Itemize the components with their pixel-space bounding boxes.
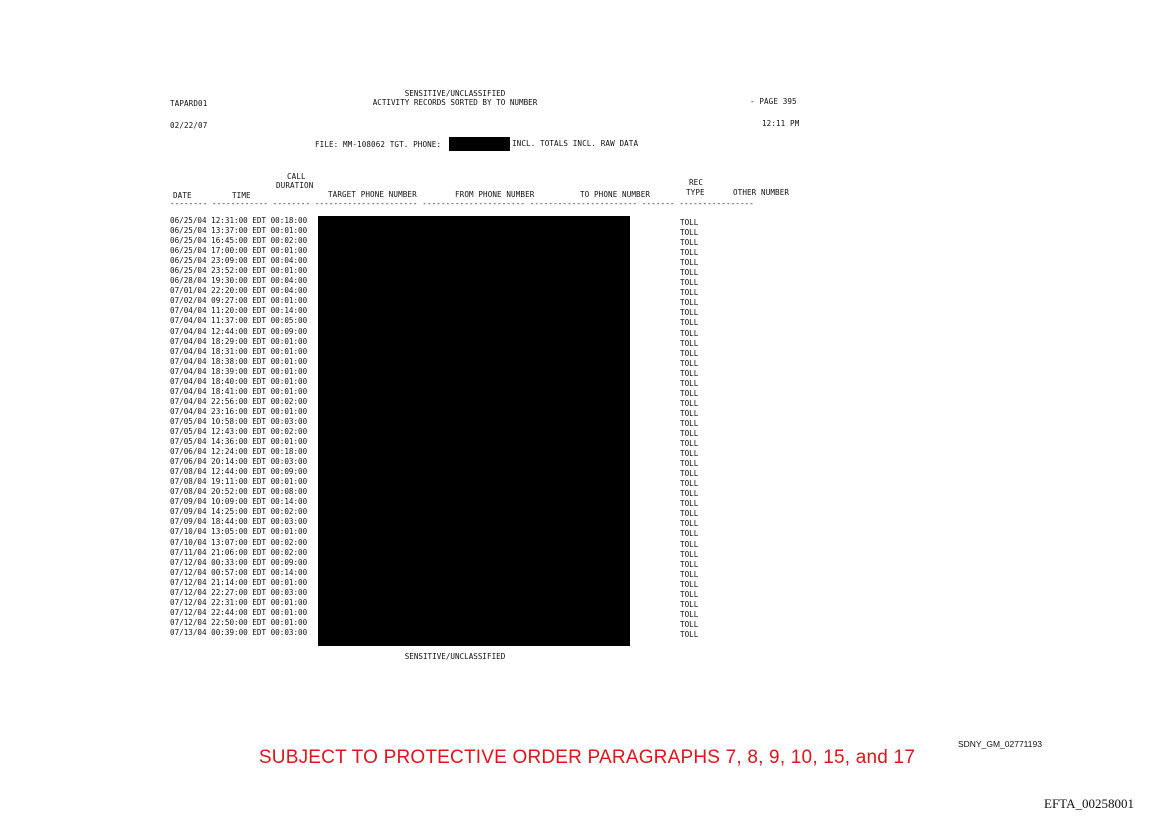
record-time: 22:27:00 EDT	[211, 587, 267, 597]
record-row	[170, 477, 307, 487]
record-date: 07/05/04	[170, 416, 207, 426]
record-row	[170, 628, 307, 638]
record-time: 17:00:00 EDT	[211, 246, 267, 256]
record-duration: 00:04:00	[270, 256, 308, 266]
record-rec-type: TOLL	[680, 519, 699, 529]
record-rec-type: TOLL	[680, 539, 699, 549]
classification-bottom: SENSITIVE/UNCLASSIFIED	[404, 652, 506, 661]
record-duration: 00:03:00	[270, 587, 308, 597]
record-date: 06/25/04	[170, 216, 207, 225]
record-rec-type: TOLL	[680, 619, 699, 629]
record-date: 07/09/04	[170, 497, 207, 507]
record-rec-type: TOLL	[680, 418, 699, 428]
record-time: 23:16:00 EDT	[211, 406, 267, 416]
record-date: 06/25/04	[170, 266, 207, 276]
col-duration: DURATION	[276, 181, 314, 190]
rec-type-list	[680, 218, 698, 640]
record-date: 07/08/04	[170, 467, 207, 477]
record-duration: 00:01:00	[270, 346, 308, 356]
record-row	[170, 256, 307, 266]
record-date: 07/10/04	[170, 537, 207, 547]
record-row	[170, 437, 307, 447]
report-title: ACTIVITY RECORDS SORTED BY TO NUMBER	[372, 98, 538, 107]
report-id: TAPARD01	[170, 99, 208, 108]
record-row	[170, 588, 307, 598]
record-duration: 00:09:00	[270, 467, 308, 477]
record-date: 07/04/04	[170, 396, 207, 406]
report-time: 12:11 PM	[762, 119, 800, 128]
record-rec-type: TOLL	[680, 358, 699, 368]
record-date: 07/08/04	[170, 477, 207, 487]
record-rec-type: TOLL	[680, 298, 699, 308]
record-date: 07/11/04	[170, 547, 207, 557]
col-time: TIME	[232, 191, 251, 200]
record-time: 09:27:00 EDT	[211, 296, 267, 306]
record-date: 07/12/04	[170, 607, 207, 617]
record-date: 07/12/04	[170, 597, 207, 607]
record-time: 12:43:00 EDT	[211, 426, 267, 436]
record-date: 07/09/04	[170, 507, 207, 517]
col-call: CALL	[287, 172, 306, 181]
record-row	[170, 578, 307, 588]
record-duration: 00:02:00	[270, 396, 308, 406]
record-row	[170, 608, 307, 618]
record-duration: 00:03:00	[270, 627, 308, 637]
record-rec-type: TOLL	[680, 459, 699, 469]
record-row	[170, 538, 307, 548]
record-duration: 00:01:00	[270, 376, 308, 386]
record-duration: 00:05:00	[270, 316, 308, 326]
record-date: 07/09/04	[170, 517, 207, 527]
record-duration: 00:02:00	[270, 426, 308, 436]
record-duration: 00:14:00	[270, 497, 308, 507]
record-duration: 00:03:00	[270, 517, 308, 527]
record-date: 07/05/04	[170, 437, 207, 447]
record-rec-type: TOLL	[680, 559, 699, 569]
record-rec-type: TOLL	[680, 338, 699, 348]
record-date: 06/25/04	[170, 226, 207, 236]
records-list	[170, 216, 307, 638]
record-duration: 00:01:00	[270, 386, 308, 396]
record-row	[170, 276, 307, 286]
record-time: 18:41:00 EDT	[211, 386, 267, 396]
record-time: 18:44:00 EDT	[211, 517, 267, 527]
record-rec-type: TOLL	[680, 509, 699, 519]
record-row	[170, 407, 307, 417]
record-time: 18:39:00 EDT	[211, 366, 267, 376]
record-row	[170, 467, 307, 477]
record-rec-type: TOLL	[680, 599, 699, 609]
record-date: 07/04/04	[170, 316, 207, 326]
record-time: 12:44:00 EDT	[211, 467, 267, 477]
record-rec-type: TOLL	[680, 469, 699, 479]
record-rec-type: TOLL	[680, 489, 699, 499]
record-date: 07/06/04	[170, 457, 207, 467]
record-rec-type: TOLL	[680, 368, 699, 378]
record-row	[170, 357, 307, 367]
record-rec-type: TOLL	[680, 549, 699, 559]
record-row	[170, 286, 307, 296]
classification-top: SENSITIVE/UNCLASSIFIED	[404, 89, 506, 98]
record-time: 18:38:00 EDT	[211, 356, 267, 366]
record-duration: 00:01:00	[270, 366, 308, 376]
record-date: 06/25/04	[170, 256, 207, 266]
record-time: 11:37:00 EDT	[211, 316, 267, 326]
record-duration: 00:03:00	[270, 416, 308, 426]
record-duration: 00:14:00	[270, 567, 308, 577]
record-row	[170, 598, 307, 608]
record-time: 18:31:00 EDT	[211, 346, 267, 356]
record-duration: 00:01:00	[270, 577, 308, 587]
record-rec-type: TOLL	[680, 439, 699, 449]
record-date: 07/04/04	[170, 326, 207, 336]
record-rec-type: TOLL	[680, 609, 699, 619]
col-rec: REC	[689, 178, 704, 187]
record-duration: 00:01:00	[270, 266, 308, 276]
record-duration: 00:18:00	[270, 447, 308, 457]
record-time: 12:24:00 EDT	[211, 447, 267, 457]
header-dashes: -------- ------------ -------- ---------------------- ---------------------- ----------------------- ------- ----------------	[170, 199, 754, 208]
record-time: 21:14:00 EDT	[211, 577, 267, 587]
record-row	[170, 558, 307, 568]
record-time: 22:20:00 EDT	[211, 286, 267, 296]
record-date: 07/01/04	[170, 286, 207, 296]
record-row	[170, 618, 307, 628]
record-row	[170, 397, 307, 407]
record-date: 07/04/04	[170, 306, 207, 316]
col-from-phone: FROM PHONE NUMBER	[455, 190, 535, 199]
record-row	[170, 427, 307, 437]
record-rec-type: TOLL	[680, 529, 699, 539]
record-rec-type: TOLL	[680, 629, 699, 639]
record-rec-type: TOLL	[680, 248, 699, 258]
record-row	[170, 447, 307, 457]
record-time: 22:44:00 EDT	[211, 607, 267, 617]
record-duration: 00:01:00	[270, 607, 308, 617]
record-rec-type: TOLL	[680, 238, 699, 248]
record-date: 06/28/04	[170, 276, 207, 286]
record-time: 11:20:00 EDT	[211, 306, 267, 316]
record-time: 22:56:00 EDT	[211, 396, 267, 406]
record-date: 07/12/04	[170, 617, 207, 627]
record-date: 06/25/04	[170, 236, 207, 246]
record-row	[170, 236, 307, 246]
record-rec-type: TOLL	[680, 569, 699, 579]
record-row	[170, 337, 307, 347]
record-row	[170, 507, 307, 517]
record-rec-type: TOLL	[680, 388, 699, 398]
record-row	[170, 226, 307, 236]
record-date: 07/04/04	[170, 366, 207, 376]
record-row	[170, 387, 307, 397]
record-duration: 00:01:00	[270, 226, 308, 236]
record-date: 07/12/04	[170, 557, 207, 567]
record-duration: 00:14:00	[270, 306, 308, 316]
record-rec-type: TOLL	[680, 479, 699, 489]
record-time: 23:52:00 EDT	[211, 266, 267, 276]
record-row	[170, 497, 307, 507]
record-rec-type: TOLL	[680, 428, 699, 438]
record-time: 23:09:00 EDT	[211, 256, 267, 266]
record-rec-type: TOLL	[680, 308, 699, 318]
record-date: 07/12/04	[170, 577, 207, 587]
record-time: 10:58:00 EDT	[211, 416, 267, 426]
record-row	[170, 327, 307, 337]
record-duration: 00:01:00	[270, 617, 308, 627]
record-date: 07/04/04	[170, 336, 207, 346]
record-rec-type: TOLL	[680, 499, 699, 509]
record-row	[170, 568, 307, 578]
record-date: 07/05/04	[170, 426, 207, 436]
record-duration: 00:01:00	[270, 336, 308, 346]
record-rec-type: TOLL	[680, 258, 699, 268]
record-duration: 00:04:00	[270, 276, 308, 286]
record-rec-type: TOLL	[680, 318, 699, 328]
record-time: 20:52:00 EDT	[211, 487, 267, 497]
record-date: 07/04/04	[170, 346, 207, 356]
record-row	[170, 347, 307, 357]
record-date: 07/08/04	[170, 487, 207, 497]
record-duration: 00:01:00	[270, 477, 308, 487]
record-rec-type: TOLL	[680, 579, 699, 589]
redaction-target-phone	[449, 137, 510, 151]
record-time: 13:05:00 EDT	[211, 527, 267, 537]
record-duration: 00:01:00	[270, 296, 308, 306]
record-time: 13:07:00 EDT	[211, 537, 267, 547]
report-date: 02/22/07	[170, 121, 208, 130]
record-duration: 00:01:00	[270, 527, 308, 537]
record-time: 10:09:00 EDT	[211, 497, 267, 507]
redaction-phone-columns	[318, 216, 630, 646]
record-rec-type: TOLL	[680, 348, 699, 358]
record-duration: 00:01:00	[270, 356, 308, 366]
record-duration: 00:09:00	[270, 326, 308, 336]
record-duration: 00:02:00	[270, 547, 308, 557]
record-date: 07/04/04	[170, 386, 207, 396]
record-duration: 00:01:00	[270, 406, 308, 416]
record-row	[170, 377, 307, 387]
file-label: FILE: MM-108062 TGT. PHONE:	[315, 140, 442, 149]
record-duration: 00:02:00	[270, 236, 308, 246]
bates-sdny: SDNY_GM_02771193	[958, 739, 1042, 749]
record-time: 19:30:00 EDT	[211, 276, 267, 286]
record-time: 18:40:00 EDT	[211, 376, 267, 386]
record-time: 18:29:00 EDT	[211, 336, 267, 346]
record-date: 07/06/04	[170, 447, 207, 457]
record-time: 12:44:00 EDT	[211, 326, 267, 336]
record-duration: 00:04:00	[270, 286, 308, 296]
col-type: TYPE	[686, 188, 705, 197]
protective-order-notice: SUBJECT TO PROTECTIVE ORDER PARAGRAPHS 7, 8, 9, 10, 15, and 17	[258, 747, 916, 768]
record-rec-type: TOLL	[680, 408, 699, 418]
record-row	[170, 417, 307, 427]
record-date: 07/12/04	[170, 567, 207, 577]
record-time: 14:25:00 EDT	[211, 507, 267, 517]
record-rec-type: TOLL	[680, 449, 699, 459]
bates-efta: EFTA_00258001	[1044, 796, 1134, 811]
record-time: 21:06:00 EDT	[211, 547, 267, 557]
record-time: 19:11:00 EDT	[211, 477, 267, 487]
record-duration: 00:09:00	[270, 557, 308, 567]
record-time: 00:57:00 EDT	[211, 567, 267, 577]
record-time: 22:31:00 EDT	[211, 597, 267, 607]
record-date: 07/04/04	[170, 406, 207, 416]
col-date: DATE	[173, 191, 192, 200]
col-target-phone: TARGET PHONE NUMBER	[328, 190, 417, 199]
record-date: 07/10/04	[170, 527, 207, 537]
record-row	[170, 296, 307, 306]
page-number: - PAGE 395	[750, 97, 797, 106]
record-date: 07/04/04	[170, 356, 207, 366]
record-time: 12:31:00 EDT	[211, 216, 267, 225]
record-rec-type: TOLL	[680, 328, 699, 338]
file-suffix: INCL. TOTALS INCL. RAW DATA	[512, 139, 639, 148]
record-time: 00:39:00 EDT	[211, 627, 267, 637]
record-row	[170, 527, 307, 537]
record-rec-type: TOLL	[680, 228, 699, 238]
record-time: 16:45:00 EDT	[211, 236, 267, 246]
record-row	[170, 306, 307, 316]
record-row	[170, 517, 307, 527]
record-rec-type: TOLL	[680, 218, 699, 227]
record-time: 14:36:00 EDT	[211, 437, 267, 447]
record-row	[170, 246, 307, 256]
record-row	[170, 367, 307, 377]
record-date: 07/04/04	[170, 376, 207, 386]
record-row	[170, 548, 307, 558]
record-row	[170, 316, 307, 326]
col-to-phone: TO PHONE NUMBER	[580, 190, 651, 199]
record-time: 20:14:00 EDT	[211, 457, 267, 467]
record-rec-type: TOLL	[680, 288, 699, 298]
record-rec-type: TOLL	[680, 398, 699, 408]
record-duration: 00:01:00	[270, 437, 308, 447]
record-duration: 00:01:00	[270, 246, 308, 256]
record-duration: 00:08:00	[270, 487, 308, 497]
col-other-number: OTHER NUMBER	[733, 188, 790, 197]
record-duration: 00:02:00	[270, 537, 308, 547]
record-time: 22:50:00 EDT	[211, 617, 267, 627]
record-date: 07/13/04	[170, 627, 207, 637]
record-rec-type: TOLL	[680, 268, 699, 278]
record-rec-type: TOLL	[680, 278, 699, 288]
record-date: 06/25/04	[170, 246, 207, 256]
record-date: 07/02/04	[170, 296, 207, 306]
record-date: 07/12/04	[170, 587, 207, 597]
record-duration: 00:02:00	[270, 507, 308, 517]
record-time: 13:37:00 EDT	[211, 226, 267, 236]
record-row	[170, 216, 307, 226]
record-row	[170, 487, 307, 497]
record-duration: 00:01:00	[270, 597, 308, 607]
record-row	[170, 457, 307, 467]
record-duration: 00:03:00	[270, 457, 308, 467]
record-time: 00:33:00 EDT	[211, 557, 267, 567]
record-row	[170, 266, 307, 276]
record-rec-type: TOLL	[680, 378, 699, 388]
record-duration: 00:18:00	[270, 216, 308, 225]
record-rec-type: TOLL	[680, 589, 699, 599]
